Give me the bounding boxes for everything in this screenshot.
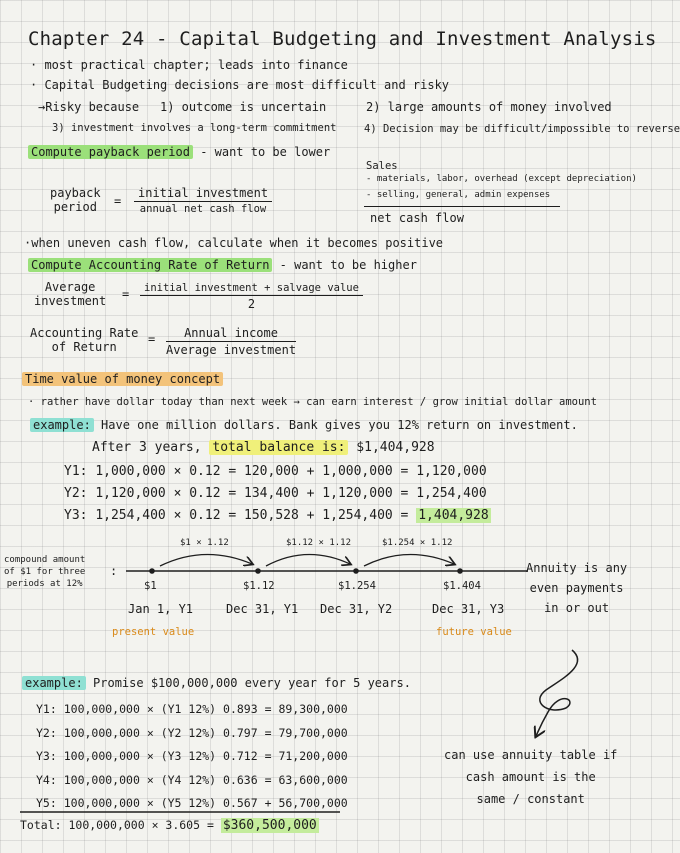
tvm-row-expr: 1,000,000 × 0.12 = 120,000 + 1,000,000 = — [95, 464, 417, 479]
timeline-colon: : — [110, 564, 118, 578]
annuity-note-1: Annuity is any — [526, 561, 628, 575]
ex2-op: × — [146, 725, 154, 740]
future-value-label: future value — [436, 626, 512, 638]
ex2-factor: (Y5 12%) 0.567 — [160, 796, 258, 810]
example2-row-y1 — [36, 698, 348, 722]
ex2-total-expr: 100,000,000 × 3.605 = — [68, 818, 214, 832]
ex2-op: × — [146, 702, 154, 716]
timeline-arc-label-2: $1.12 × 1.12 — [286, 538, 352, 548]
payback-denominator: annual net cash flow — [139, 203, 267, 215]
timeline-value-3: $1.404 — [443, 580, 481, 592]
arr-denominator: Average investment — [166, 343, 297, 357]
example2-row-y2 — [36, 722, 348, 746]
payback-equals: = — [114, 194, 122, 208]
timeline-dot — [353, 568, 359, 574]
tvm-row-result: 1,120,000 — [416, 464, 487, 479]
risk-reason-2: 2) large amounts of money involved — [366, 100, 612, 114]
timeline-value-0: $1 — [144, 580, 157, 592]
ex2-amount: 100,000,000 — [63, 725, 140, 740]
example2-total — [20, 818, 319, 833]
ex2-amount: 100,000,000 — [63, 796, 140, 810]
timeline-arc — [364, 554, 454, 566]
tvm-row-year: Y2: — [64, 486, 88, 501]
risk-reason-3: 3) investment involves a long-term commitment — [52, 122, 337, 134]
tvm-total-label: total balance is: — [209, 440, 348, 455]
timeline-arc — [266, 554, 350, 566]
payback-heading-text: Compute payback period — [28, 145, 193, 159]
ex2-eq: + — [264, 796, 272, 810]
annuity-note-3: in or out — [544, 601, 610, 615]
tvm-heading-text: Time value of money concept — [22, 372, 223, 386]
tvm-row-expr: 1,254,400 × 0.12 = 150,528 + 1,254,400 = — [95, 508, 417, 523]
avg-equals: = — [122, 287, 130, 301]
sales-label: Sales — [366, 160, 398, 172]
tvm-row-result: 1,404,928 — [418, 508, 489, 523]
payback-numerator: initial investment — [134, 186, 272, 202]
arr-heading-text: Compute Accounting Rate of Return — [28, 258, 272, 272]
tvm-row-year: Y1: — [64, 464, 88, 479]
payback-label-1: payback — [50, 186, 101, 200]
arr-label-1: Accounting Rate — [30, 326, 139, 340]
intro-bullet-1: · most practical chapter; leads into finance — [30, 58, 348, 72]
avg-label-2: investment — [34, 294, 107, 308]
example2-text: Promise $100,000,000 every year for 5 years. — [93, 676, 411, 690]
tvm-row-expr: 1,120,000 × 0.12 = 134,400 + 1,120,000 = — [95, 486, 417, 501]
arr-numerator: Annual income — [166, 326, 296, 342]
arr-equals: = — [148, 332, 156, 346]
timeline-date-2: Dec 31, Y2 — [320, 602, 393, 616]
arr-label-2: of Return — [51, 340, 117, 354]
risky-lead: →Risky because — [38, 100, 140, 114]
tvm-note: · rather have dollar today than next week → can earn interest / grow initial dollar amount — [28, 396, 597, 408]
timeline-value-1: $1.12 — [243, 580, 275, 592]
arr-note: - want to be higher — [279, 258, 417, 272]
timeline-dot — [255, 568, 261, 574]
ex2-eq: = — [264, 749, 272, 763]
avg-label-1: Average — [44, 280, 96, 294]
ex2-amount: 100,000,000 — [63, 749, 140, 763]
avg-denominator: 2 — [247, 297, 256, 311]
timeline-arc — [160, 554, 252, 566]
ex2-year: Y3: — [36, 749, 57, 763]
ex2-year: Y5: — [36, 796, 57, 810]
ex2-result: 63,600,000 — [278, 772, 348, 787]
ex2-eq: = — [264, 725, 272, 740]
timeline-side-2: of $1 for three — [4, 567, 86, 577]
tvm-example-text: Have one million dollars. Bank gives you 12% return on investment. — [101, 418, 578, 432]
example2-row-y5 — [36, 792, 348, 816]
ex2-result: 56,700,000 — [278, 796, 348, 810]
timeline-dot — [457, 568, 463, 574]
annuity-note-2: even payments — [529, 581, 624, 595]
ex2-year: Y2: — [36, 725, 57, 740]
timeline-arc-label-1: $1 × 1.12 — [180, 538, 229, 548]
ex2-eq: = — [264, 772, 272, 787]
ex2-total-value: $360,500,000 — [222, 818, 317, 833]
timeline-value-2: $1.254 — [338, 580, 376, 592]
ex2-op: × — [146, 796, 154, 810]
timeline-dot — [149, 568, 155, 574]
ex2-total-label: Total: — [20, 818, 62, 832]
tvm-after-text: After 3 years, — [92, 440, 202, 455]
avg-numerator: initial investment + salvage value — [140, 282, 363, 296]
ex2-amount: 100,000,000 — [63, 772, 140, 787]
uneven-note: ·when uneven cash flow, calculate when it becomes positive — [24, 236, 444, 250]
timeline-arc-label-3: $1.254 × 1.12 — [382, 538, 453, 548]
timeline-date-3: Dec 31, Y3 — [432, 602, 505, 616]
timeline-side-3: periods at 12% — [6, 579, 83, 589]
ex2-factor: (Y2 12%) 0.797 — [160, 725, 258, 740]
payback-note: - want to be lower — [200, 145, 331, 159]
net-cash-flow-label: net cash flow — [370, 211, 464, 225]
page-title: Chapter 24 - Capital Budgeting and Investment Analysis — [28, 28, 657, 50]
ex2-year: Y1: — [36, 702, 57, 716]
ex2-op: × — [146, 749, 154, 763]
timeline-side-1: compound amount — [4, 555, 86, 565]
example2-row-y3 — [36, 745, 348, 769]
example2-row-y4 — [36, 769, 348, 793]
intro-bullet-2: · Capital Budgeting decisions are most difficult and risky — [30, 78, 450, 92]
timeline-date-0: Jan 1, Y1 — [128, 602, 194, 616]
ex2-factor: (Y4 12%) 0.636 — [160, 772, 258, 787]
example2-line — [22, 676, 411, 690]
ex2-result: 89,300,000 — [278, 702, 348, 716]
annuity-table-1: can use annuity table if — [444, 748, 618, 762]
ex2-factor: (Y3 12%) 0.712 — [160, 749, 258, 763]
ex2-factor: (Y1 12%) 0.893 — [160, 702, 258, 716]
annuity-table-2: cash amount is the — [465, 770, 596, 784]
ex2-result: 79,700,000 — [278, 725, 348, 740]
payback-label-2: period — [53, 200, 97, 214]
annuity-table-note — [444, 744, 617, 810]
annuity-arrow — [536, 650, 578, 736]
costs-materials: - materials, labor, overhead (except depreciation) — [366, 174, 637, 184]
example2-rows — [36, 698, 348, 816]
tvm-example-label: example: — [30, 418, 94, 432]
costs-selling: - selling, general, admin expenses — [366, 190, 551, 200]
timeline-date-1: Dec 31, Y1 — [226, 602, 299, 616]
ex2-result: 71,200,000 — [278, 749, 348, 763]
ex2-year: Y4: — [36, 772, 57, 787]
tvm-row-year: Y3: — [64, 508, 88, 523]
example2-label: example: — [22, 676, 86, 690]
tvm-row-result: 1,254,400 — [416, 486, 487, 501]
ex2-op: × — [146, 772, 154, 787]
risk-reason-4: 4) Decision may be difficult/impossible to reverse — [364, 123, 680, 135]
ex2-amount: 100,000,000 — [63, 702, 140, 716]
ex2-eq: = — [264, 702, 272, 716]
risk-reason-1: 1) outcome is uncertain — [160, 100, 327, 114]
tvm-total-value: $1,404,928 — [356, 440, 435, 455]
present-value-label: present value — [112, 626, 195, 638]
annuity-table-3: same / constant — [476, 792, 585, 806]
annuity-note — [526, 558, 627, 618]
